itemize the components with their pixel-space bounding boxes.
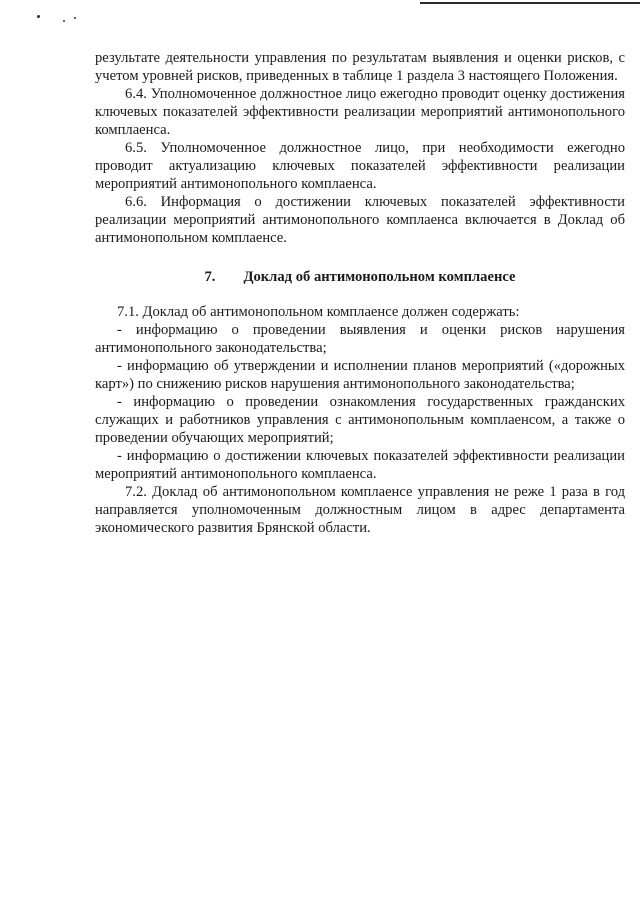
- paragraph-continuation: результате деятельности управления по результатам выявления и оценки рисков, с учетом уровней рисков, приведенных в таблице 1 раздела 3 настоящего Положения.: [95, 50, 625, 84]
- list-item-kpi: - информацию о достижении ключевых показателей эффективности реализации мероприятий антимонопольного комплаенса.: [95, 448, 625, 482]
- scan-speck: [63, 20, 65, 22]
- scan-speck: [37, 15, 40, 18]
- document-page: [95, 49, 625, 537]
- paragraph-7-2: 7.2. Доклад об антимонопольном комплаенсе управления не реже 1 раза в год направляется уполномоченным должностным лицом в адрес департамента экономического развития Брянской области.: [95, 484, 625, 536]
- scan-speck: [74, 17, 76, 19]
- section-7-heading: [95, 268, 625, 286]
- paragraph-6-6: 6.6. Информация о достижении ключевых показателей эффективности реализации мероприятий антимонопольного комплаенса включается в Доклад об антимонопольном комплаенсе.: [95, 194, 625, 246]
- section-number: 7.: [204, 269, 216, 285]
- scan-edge-line: [420, 2, 640, 4]
- list-item-roadmaps: - информацию об утверждении и исполнении планов мероприятий («дорожных карт») по снижению рисков нарушения антимонопольного законодательства;: [95, 358, 625, 392]
- section-title: Доклад об антимонопольном комплаенсе: [243, 269, 516, 285]
- paragraph-7-1: 7.1. Доклад об антимонопольном комплаенсе должен содержать:: [117, 304, 520, 320]
- paragraph-6-5: 6.5. Уполномоченное должностное лицо, при необходимости ежегодно проводит актуализацию ключевых показателей эффективности реализации мероприятий антимонопольного комплаенса.: [95, 140, 625, 192]
- paragraph-6-4: 6.4. Уполномоченное должностное лицо ежегодно проводит оценку достижения ключевых показателей эффективности реализации мероприятий антимонопольного комплаенса.: [95, 86, 625, 138]
- list-item-training: - информацию о проведении ознакомления государственных гражданских служащих и работников управления с антимонопольным комплаенсом, а также о проведении обучающих мероприятий;: [95, 394, 625, 446]
- list-item-risks: - информацию о проведении выявления и оценки рисков нарушения антимонопольного законодательства;: [95, 322, 625, 356]
